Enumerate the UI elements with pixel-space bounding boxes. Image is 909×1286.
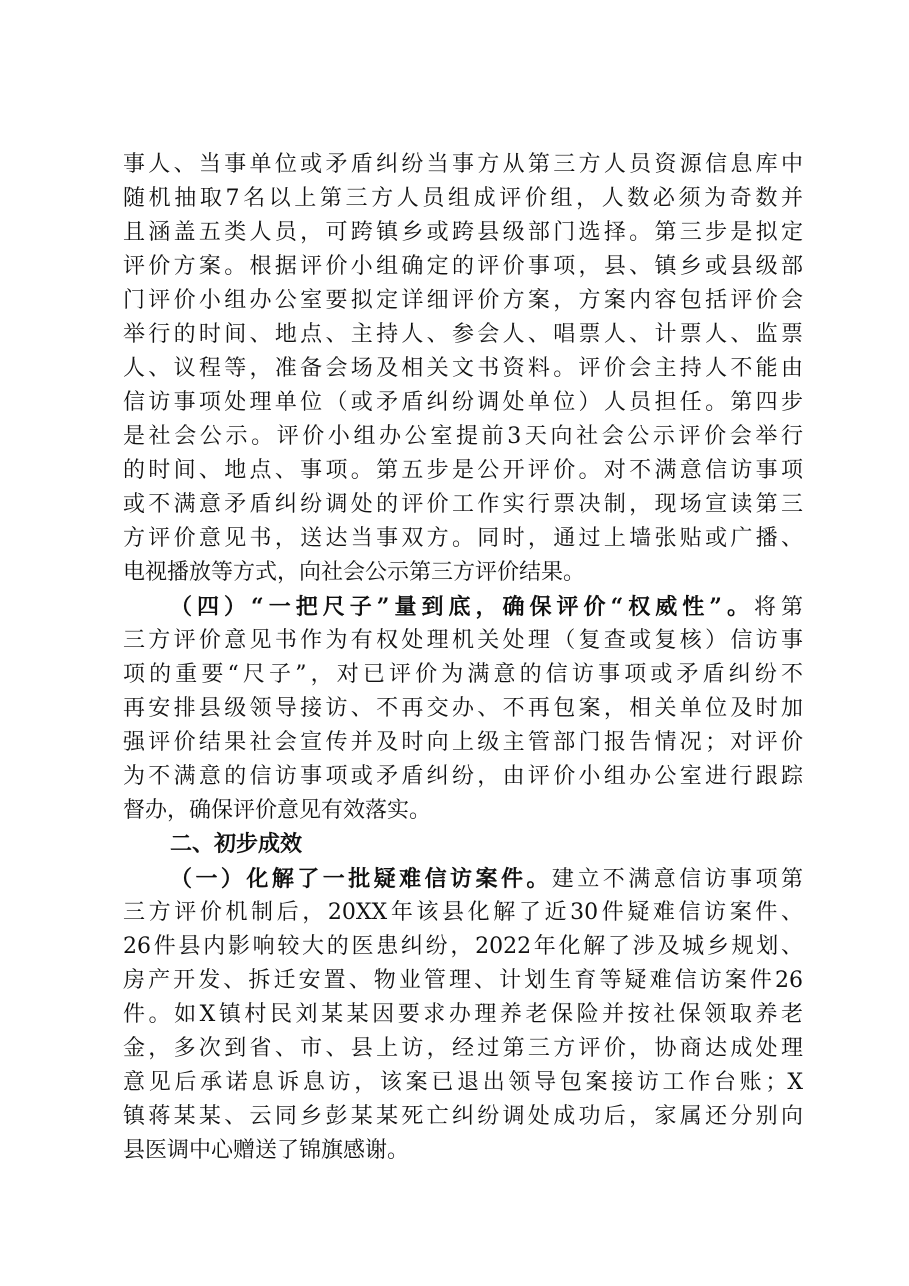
paragraph-line: 房产开发、拆迁安置、物业管理、计划生育等疑难信访案件26 xyxy=(123,968,803,993)
section-heading: 二、初步成效 xyxy=(170,832,303,857)
paragraph-line: 金，多次到省、市、县上访，经过第三方评价，协商达成处理 xyxy=(123,1036,803,1061)
paragraph-lead-rest: 将第 xyxy=(753,595,803,620)
paragraph-line: 是社会公示。评价小组办公室提前3天向社会公示评价会举行 xyxy=(123,424,803,449)
paragraph-line: 件。如X镇村民刘某某因要求办理养老保险并按社保领取养老 xyxy=(123,1002,803,1027)
paragraph-line: 或不满意矛盾纠纷调处的评价工作实行票决制，现场宣读第三 xyxy=(123,492,803,517)
paragraph-line: 26件县内影响较大的医患纠纷，2022年化解了涉及城乡规划、 xyxy=(123,934,803,959)
paragraph-line: 强评价结果社会宣传并及时向上级主管部门报告情况；对评价 xyxy=(123,730,803,755)
paragraph-lead: （四）“一把尺子”量到底，确保评价“权威性”。 xyxy=(170,594,754,620)
paragraph-line: 信访事项处理单位（或矛盾纠纷调处单位）人员担任。第四步 xyxy=(123,390,803,415)
paragraph-line: 再安排县级领导接访、不再交办、不再包案，相关单位及时加 xyxy=(123,696,803,721)
paragraph-line: 随机抽取7名以上第三方人员组成评价组，人数必须为奇数并 xyxy=(123,186,803,211)
paragraph-line: 意见后承诺息诉息访，该案已退出领导包案接访工作台账；X xyxy=(123,1070,803,1095)
paragraph-line: 督办，确保评价意见有效落实。 xyxy=(123,798,432,823)
paragraph-first-line xyxy=(170,590,803,624)
paragraph-lead: （一）化解了一批疑难信访案件。 xyxy=(170,866,552,892)
paragraph-line: 三方评价意见书作为有权处理机关处理（复查或复核）信访事 xyxy=(123,628,803,653)
paragraph-line: 举行的时间、地点、主持人、参会人、唱票人、计票人、监票 xyxy=(123,322,803,347)
paragraph-first-line xyxy=(170,862,803,896)
paragraph-line: 县医调中心赠送了锦旗感谢。 xyxy=(123,1138,410,1163)
paragraph-line: 项的重要“尺子”，对已评价为满意的信访事项或矛盾纠纷不 xyxy=(123,662,803,687)
paragraph-line: 人、议程等，准备会场及相关文书资料。评价会主持人不能由 xyxy=(123,356,803,381)
paragraph-line: 镇蒋某某、云同乡彭某某死亡纠纷调处成功后，家属还分别向 xyxy=(123,1104,803,1129)
paragraph-line: 三方评价机制后，20XX年该县化解了近30件疑难信访案件、 xyxy=(123,900,803,925)
paragraph-lead-rest: 建立不满意信访事项第 xyxy=(551,867,803,892)
paragraph-line: 且涵盖五类人员，可跨镇乡或跨县级部门选择。第三步是拟定 xyxy=(123,220,803,245)
paragraph-line: 的时间、地点、事项。第五步是公开评价。对不满意信访事项 xyxy=(123,458,803,483)
paragraph-line: 电视播放等方式，向社会公示第三方评价结果。 xyxy=(123,560,586,585)
paragraph-line: 为不满意的信访事项或矛盾纠纷，由评价小组办公室进行跟踪 xyxy=(123,764,803,789)
paragraph-line: 评价方案。根据评价小组确定的评价事项，县、镇乡或县级部 xyxy=(123,254,803,279)
paragraph-line: 门评价小组办公室要拟定详细评价方案，方案内容包括评价会 xyxy=(123,288,803,313)
paragraph-line: 事人、当事单位或矛盾纠纷当事方从第三方人员资源信息库中 xyxy=(123,152,803,177)
paragraph-line: 方评价意见书，送达当事双方。同时，通过上墙张贴或广播、 xyxy=(123,526,803,551)
